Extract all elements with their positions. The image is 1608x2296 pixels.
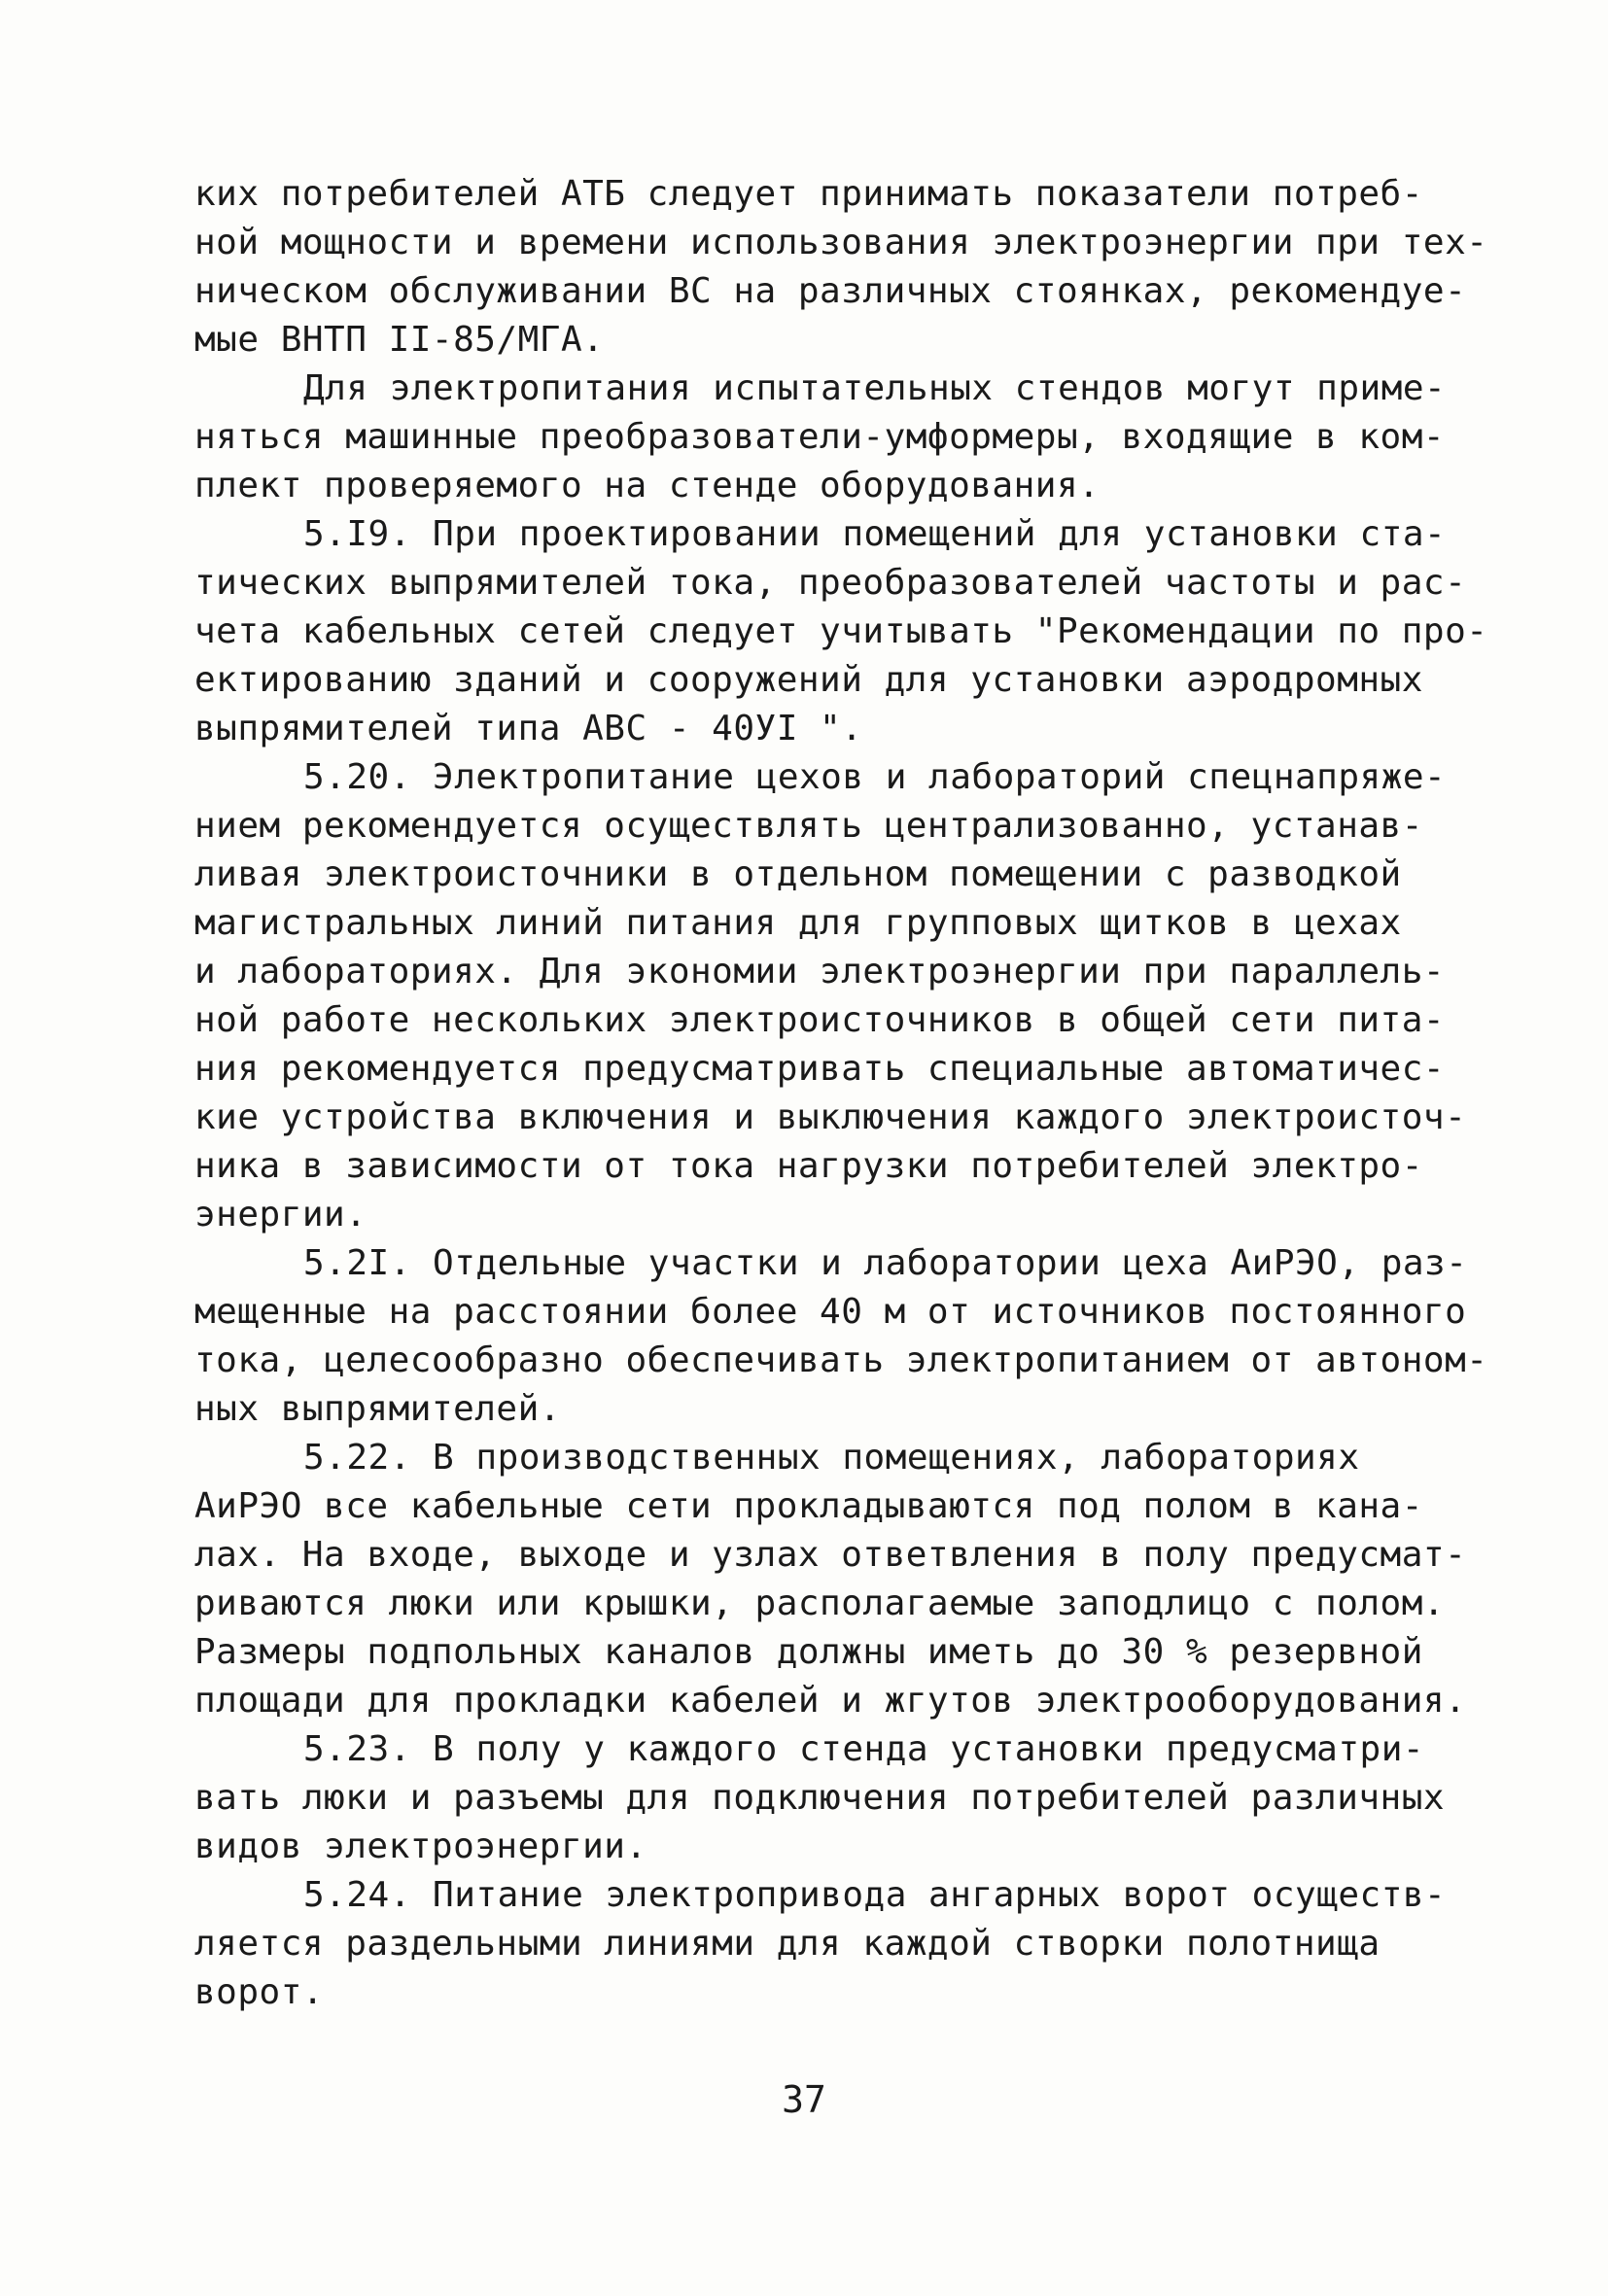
text-line: магистральных линий питания для групповых щитков в цехах [194, 903, 1402, 943]
text-line: 5.I9. При проектировании помещений для установки ста- [303, 514, 1447, 554]
text-line: 5.22. В производственных помещениях, лабораториях [303, 1438, 1360, 1478]
text-line: ляется раздельными линиями для каждой створки полотнища [194, 1924, 1381, 1964]
text-line: плект проверяемого на стенде оборудования. [194, 466, 1101, 505]
text-line: мые ВНТП II-85/МГА. [194, 320, 605, 360]
page-number: 37 [782, 2078, 826, 2121]
text-line: энергии. [194, 1195, 367, 1235]
text-line: ной мощности и времени использования электроэнергии при тех- [194, 223, 1488, 262]
text-line: ектированию зданий и сооружений для установки аэродромных [194, 660, 1423, 700]
text-line: тока, целесообразно обеспечивать электропитанием от автоном- [194, 1340, 1488, 1380]
text-line: няться машинные преобразователи-умформеры, входящие в ком- [194, 417, 1446, 457]
text-line: видов электроэнергии. [194, 1826, 647, 1866]
text-line: ной работе нескольких электроисточников в общей сети пита- [194, 1000, 1446, 1040]
text-line: Для электропитания испытательных стендов могут приме- [303, 368, 1447, 408]
text-line: Размеры подпольных каналов должны иметь до 30 % резервной [194, 1632, 1423, 1672]
text-line: 5.20. Электропитание цехов и лабораторий спецнапряже- [303, 757, 1447, 797]
text-line: выпрямителей типа АВС - 40УI ". [194, 709, 863, 748]
text-line: чета кабельных сетей следует учитывать "Рекомендации по про- [194, 611, 1488, 651]
text-line: 5.24. Питание электропривода ангарных ворот осуществ- [303, 1875, 1447, 1915]
text-line: 5.23. В полу у каждого стенда установки предусматри- [303, 1729, 1425, 1769]
text-line: АиРЭО все кабельные сети прокладываются под полом в кана- [194, 1486, 1423, 1526]
text-line: площади для прокладки кабелей и жгутов электрооборудования. [194, 1681, 1467, 1721]
text-line: ния рекомендуется предусматривать специальные автоматичес- [194, 1049, 1446, 1089]
text-line: нием рекомендуется осуществлять централизованно, устанав- [194, 806, 1423, 846]
text-line: тических выпрямителей тока, преобразователей частоты и рас- [194, 563, 1467, 603]
text-line: и лабораториях. Для экономии электроэнергии при параллель- [194, 952, 1446, 991]
text-line: ническом обслуживании ВС на различных стоянках, рекомендуе- [194, 271, 1467, 311]
text-line: риваются люки или крышки, располагаемые заподлицо с полом. [194, 1583, 1446, 1623]
text-line: ных выпрямителей. [194, 1389, 561, 1429]
text-line: ливая электроисточники в отдельном помещении с разводкой [194, 854, 1402, 894]
text-line: вать люки и разъемы для подключения потребителей различных [194, 1778, 1446, 1818]
text-line: ких потребителей АТБ следует принимать показатели потреб- [194, 174, 1423, 214]
text-line: мещенные на расстоянии более 40 м от источников постоянного [194, 1292, 1467, 1332]
text-line: ворот. [194, 1972, 325, 2012]
text-line: ника в зависимости от тока нагрузки потребителей электро- [194, 1146, 1423, 1186]
text-line: 5.2I. Отдельные участки и лаборатории цеха АиРЭО, раз- [303, 1243, 1468, 1283]
text-line: кие устройства включения и выключения каждого электроисточ- [194, 1097, 1467, 1137]
body-text [194, 170, 1488, 2017]
text-line: лах. На входе, выходе и узлах ответвления в полу предусмат- [194, 1535, 1467, 1575]
